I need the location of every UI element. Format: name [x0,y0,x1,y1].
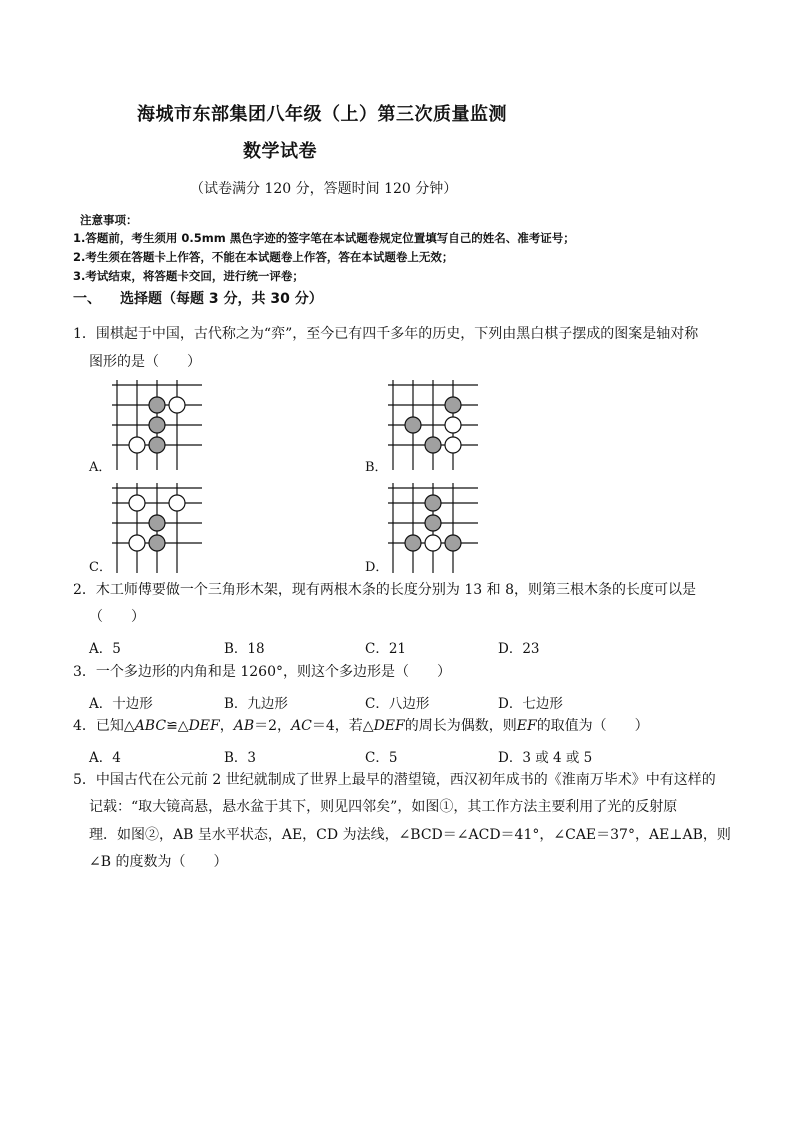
black-stone [149,515,165,531]
white-stone [129,535,145,551]
q2-option-a: A．5 [89,641,121,657]
q4-math: ABC [134,718,167,734]
white-stone [425,535,441,551]
section-number: 一、 [73,291,101,307]
q4-math: AC [291,718,312,734]
q1-line-2: 图形的是（ ） [89,354,201,370]
q3-option-a: A．十边形 [89,696,153,712]
black-stone [445,535,461,551]
q4-option-d: D．3 或 4 或 5 [498,750,593,766]
q5-line-2: 记载：“取大镜高悬，悬水盆于其下，则见四邻矣”，如图①，其工作方法主要利用了光的反射原 [89,799,678,815]
q3-option-d: D．七边形 [498,696,563,712]
black-stone [149,437,165,453]
q3-line: 3．一个多边形的内角和是 1260°，则这个多边形是（ ） [73,664,451,680]
black-stone [425,515,441,531]
q4-math: DEF [373,718,405,734]
black-stone [149,535,165,551]
q4-option-b: B．3 [224,750,257,766]
q4-math: DEF [188,718,220,734]
go-board-a [112,380,202,470]
q4-text: 的取值为（ ） [536,718,649,734]
notice-heading: 注意事项： [80,213,138,227]
q5-line-1: 5．中国古代在公元前 2 世纪就制成了世界上最早的潜望镜，西汉初年成书的《淮南万毕术》中有这样的 [73,772,716,788]
q3-option-b: B．九边形 [224,696,288,712]
go-board-d [388,483,478,573]
black-stone [405,535,421,551]
black-stone [405,417,421,433]
notice-item-1: 1.答题前，考生须用 0.5mm 黑色字迹的签字笔在本试题卷规定位置填写自己的姓名、准考证号； [73,231,575,245]
q4-text: ， [219,718,234,734]
black-stone [425,437,441,453]
black-stone [445,397,461,413]
q4-text: ≌△ [166,718,189,734]
q2-line-1: 2．木工师傅要做一个三角形木架，现有两根木条的长度分别为 13 和 8，则第三根木条的长度可以是 [73,582,696,598]
q4-option-c: C．5 [365,750,398,766]
q4-math: AB [233,718,255,734]
go-board-c [112,483,202,573]
notice-item-2: 2.考生须在答题卡上作答，不能在本试题卷上作答，答在本试题卷上无效； [73,250,454,264]
q2-option-d: D．23 [498,641,540,657]
white-stone [445,417,461,433]
q5-line-4: ∠B 的度数为（ ） [89,854,228,870]
q4-option-a: A．4 [89,750,121,766]
exam-info: （试卷满分 120 分，答题时间 120 分钟） [190,181,458,197]
section-title: 选择题（每题 3 分，共 30 分） [120,291,323,307]
notice-item-3: 3.考试结束，将答题卡交回，进行统一评卷； [73,269,304,283]
black-stone [149,397,165,413]
q1-option-b: B． [365,460,388,475]
q4-line [73,719,649,733]
q1-option-a: A． [89,460,112,475]
white-stone [169,397,185,413]
q4-text: 的周长为偶数，则 [404,718,517,734]
q1-line-1: 1．围棋起于中国，古代称之为“弈”，至今已有四千多年的历史，下列由黑白棋子摆成的图案是轴对称 [73,326,699,342]
q4-text: 4．已知△ [73,718,135,734]
q1-option-d: D． [365,560,389,575]
black-stone [425,495,441,511]
white-stone [129,437,145,453]
exam-subject: 数学试卷 [243,141,317,162]
q2-option-c: C．21 [365,641,407,657]
q5-line-3: 理．如图②，AB 呈水平状态，AE，CD 为法线，∠BCD＝∠ACD＝41°，∠CAE＝37°，AE⊥AB，则 [89,827,731,843]
white-stone [445,437,461,453]
black-stone [149,417,165,433]
q4-text: ＝4，若△ [311,718,374,734]
white-stone [129,495,145,511]
q2-option-b: B．18 [224,641,265,657]
q1-option-c: C． [89,560,112,575]
q4-text: ＝2， [254,718,292,734]
q3-option-c: C．八边形 [365,696,430,712]
exam-title: 海城市东部集团八年级（上）第三次质量监测 [137,104,507,125]
q2-line-2: （ ） [89,609,145,625]
go-board-b [388,380,478,470]
white-stone [169,495,185,511]
q4-math: EF [516,718,537,734]
